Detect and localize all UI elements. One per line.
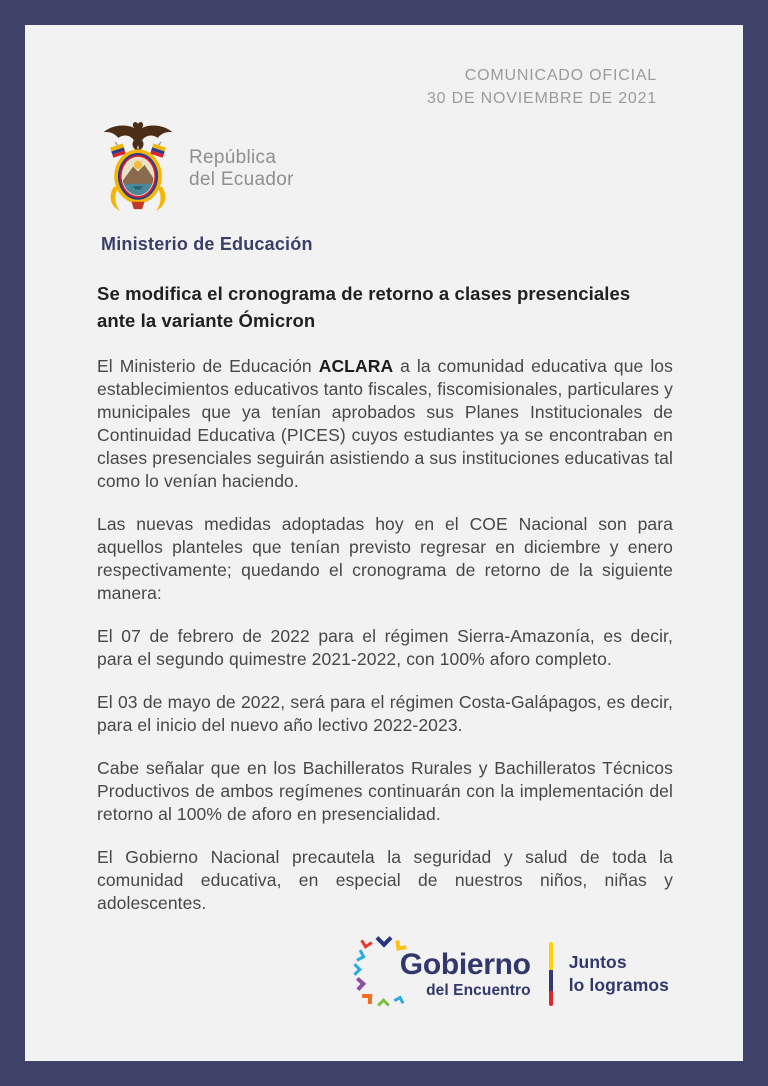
- paragraph-1: [97, 355, 673, 493]
- paragraph-3: El 07 de febrero de 2022 para el régimen Sierra-Amazonía, es decir, para el segundo quimestre 2021-2022, con 100% aforo completo.: [97, 626, 673, 670]
- arrow-burst-icon: [352, 933, 410, 1015]
- slogan-line-2: lo logramos: [568, 975, 669, 995]
- gobierno-wordmark: [399, 947, 531, 999]
- paragraph-5: Cabe señalar que en los Bachilleratos Rurales y Bachilleratos Técnicos Productivos de ambos regímenes continuarán con la implementación del retorno al 100% de aforo en presencialidad.: [97, 758, 673, 825]
- paragraph-1-pre: El Ministerio de Educación: [97, 356, 319, 377]
- republica-del-ecuador-label: República del Ecuador: [189, 147, 294, 191]
- government-brand-row: [97, 120, 673, 218]
- del-encuentro-label: del Encuentro: [426, 981, 531, 999]
- gobierno-label: Gobierno: [399, 947, 531, 981]
- ministry-name: Ministerio de Educación: [101, 234, 313, 255]
- communique-title: Se modifica el cronograma de retorno a clases presenciales ante la variante Ómicron: [97, 283, 631, 332]
- header-date: 30 DE NOVIEMBRE DE 2021: [426, 89, 657, 107]
- paragraph-6: El Gobierno Nacional precautela la seguridad y salud de toda la comunidad educativa, en especial de nuestros niños, niñas y adolescentes.: [97, 847, 673, 914]
- ecuador-flag-bar-icon: [549, 942, 553, 1006]
- gobierno-del-encuentro-logo: [352, 933, 531, 1015]
- paragraph-2: Las nuevas medidas adoptadas hoy en el COE Nacional son para aquellos planteles que tenían previsto regresar en diciembre y enero respectivamente; quedando el cronograma de retorno de la siguiente manera:: [97, 514, 673, 604]
- paragraph-4: El 03 de mayo de 2022, será para el régimen Costa-Galápagos, es decir, para el inicio del nuevo año lectivo 2022-2023.: [97, 692, 673, 736]
- paragraph-1-post: a la comunidad educativa que los establecimientos educativos tanto fiscales, fiscomisionales, particulares y municipales que ya tenían aprobados sus Planes Institucionales de Continuidad Educativa (PICES) cuyos estudiantes ya se encontraban en clases presenciales seguirán asistiendo a sus instituciones educativas tal como lo venían haciendo.: [97, 356, 673, 492]
- paragraph-1-emphasis: ACLARA: [318, 356, 394, 377]
- communique-sheet: [25, 25, 743, 1061]
- slogan-line-1: Juntos: [568, 951, 627, 972]
- ecuador-coat-of-arms-icon: [97, 120, 179, 218]
- footer-government-logo: [97, 933, 673, 1015]
- header-title: COMUNICADO OFICIAL: [464, 67, 657, 84]
- communique-header: [97, 65, 673, 110]
- government-slogan: [569, 951, 669, 997]
